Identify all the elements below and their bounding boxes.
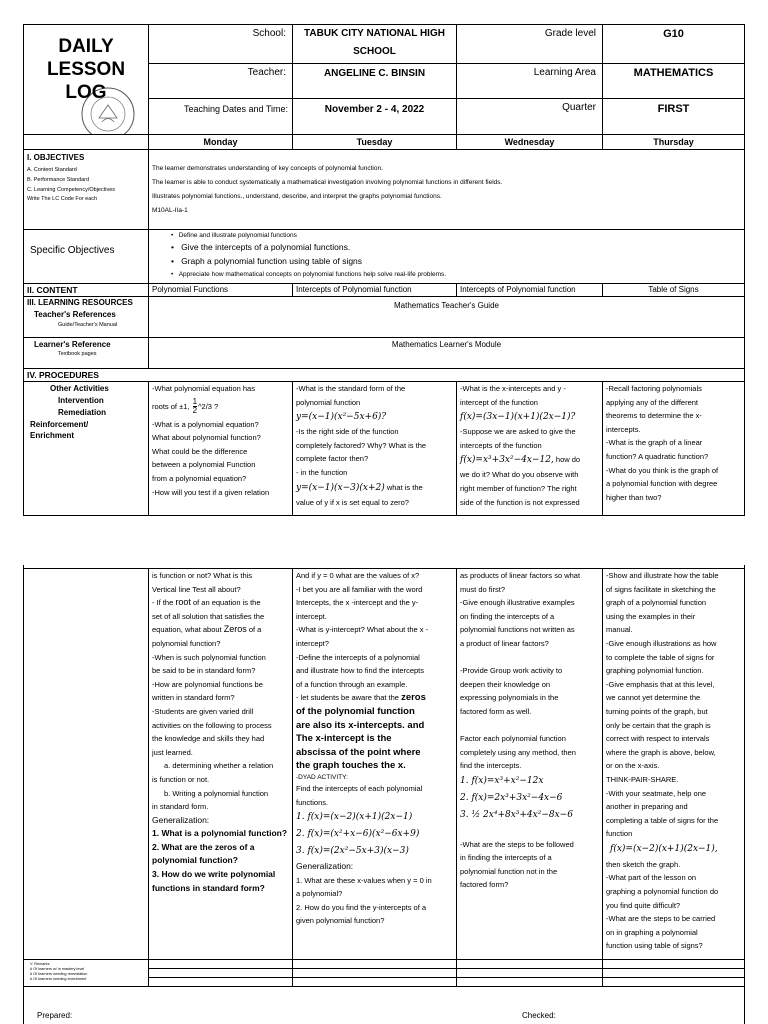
day-label: Thursday	[653, 137, 694, 147]
learner-reference-label: Learner's Reference	[34, 340, 111, 349]
remarks-cell	[456, 977, 603, 987]
remarks-label-cell	[23, 959, 149, 987]
textbook-pages-label: Textbook pages	[58, 351, 97, 357]
grade-value: G10	[663, 28, 684, 40]
content-thursday	[602, 283, 745, 297]
performance-standard-text: The learner is able to conduct systematically a mathematical investigation involving polynomial functions in different fields.	[152, 179, 503, 186]
learner-reference-cell	[148, 337, 745, 369]
resources-label-cell	[23, 296, 149, 338]
content-standard-text: The learner demonstrates understanding of key concepts of polynomial function.	[152, 165, 383, 172]
content-value: Table of Signs	[648, 285, 699, 294]
procedures-sub-label-cell	[23, 381, 149, 516]
procedures-row	[23, 368, 745, 382]
grade-value-cell	[602, 24, 745, 64]
tuesday-activity-cell-1	[292, 381, 457, 516]
thursday-activity-cell-1	[602, 381, 745, 516]
objectives-label: A. Content Standard	[27, 167, 77, 173]
content-label: II. CONTENT	[27, 285, 78, 295]
monday-activity-cell-2	[148, 568, 293, 960]
reinforcement-label: Reinforcement/	[30, 420, 89, 429]
learner-reference-value: Mathematics Learner's Module	[391, 340, 502, 349]
day-header-blank	[23, 134, 149, 150]
specific-objectives-cell	[148, 229, 745, 284]
page-2-label-cell	[23, 568, 149, 960]
content-monday	[148, 283, 293, 297]
day-label: Tuesday	[356, 137, 393, 147]
procedures-label: IV. PROCEDURES	[27, 370, 99, 380]
quarter-label: Quarter	[562, 102, 596, 113]
other-activities-label: Other Activities	[50, 384, 109, 393]
learning-competency-text: Illustrates polynomial functions., understand, describe, and interpret the graphs polynomial functions.	[152, 193, 442, 200]
teacher-references-cell	[148, 296, 745, 338]
area-value-cell	[602, 63, 745, 99]
specific-objectives-label-cell	[23, 229, 149, 284]
objectives-label: B. Performance Standard	[27, 177, 90, 183]
school-name-line-1: TABUK CITY NATIONAL HIGH	[304, 28, 445, 39]
dates-label: Teaching Dates and Time:	[183, 104, 288, 114]
specific-objective-item: • Appreciate how mathematical concepts on polynomial functions help solve real-life problems.	[171, 271, 447, 278]
title-log: LOG	[65, 82, 107, 103]
objectives-label: Write The LC Code For each	[27, 196, 98, 202]
grade-label-cell	[456, 24, 603, 64]
remarks-remediation-label: # Of learners needing remediation	[30, 972, 88, 976]
resources-label: III. LEARNING RESOURCES	[27, 298, 133, 307]
enrichment-label: Enrichment	[30, 431, 75, 440]
day-header-monday	[148, 134, 293, 150]
tuesday-text: -What is the standard form of the polynomial function y=(x−1)(x²−5x+6)? -Is the right side of the function completely factored? Why? What is the complete factor then? - in the function y=(x−1)(x−3)(x+2) what is the value of y if x is set equal to zero?	[296, 384, 427, 507]
wednesday-text: as products of linear factors so what must do first? -Give enough illustrative examples on finding the intercepts of a polynomial functions not written as a product of linear factors? -Provide Group work activity to deepen their knowledge on expressing polynomials in the factored form as well. Factor each polynomial function completely using any method, then find the intercepts. 1. f(x)=x³+x²−12x 2. f(x)=2x³+3x²−4x−6 3. ½ 2x⁴+8x³+4x²−8x−6 -What are the steps to be followed in finding the intercepts of a polynomial function not in the factored form?	[460, 571, 581, 890]
day-header-thursday	[602, 134, 745, 150]
wednesday-text: -What is the x-intercepts and y - intercept of the function f(x)=(3x−1)(x+1)(2x−1)? -Suppose we are asked to give the intercepts of the function f(x)=x³+3x²−4x−12, how do we do it? What do you observe with right member of function? The right side of the function is not expressed	[460, 384, 581, 507]
school-value-cell	[292, 24, 457, 64]
thursday-text: -Recall factoring polynomials applying any of the different theorems to determine the x- intercepts. -What is the graph of a linear function? A quadratic function? -What do you think is the graph of a polynomial function with degree higher than two?	[606, 384, 719, 502]
teacher-label: Teacher:	[247, 67, 286, 78]
monday-text: -What polynomial equation has roots of ±1, $\frac{1}{2}$ ^2/3 ? -What is a polynomial equation? What about polynomial function? What could be the difference between a polynomial Function from a polynomial equation? -How will you test if a given relation	[152, 384, 270, 497]
day-header-tuesday	[292, 134, 457, 150]
dates-value-cell	[292, 98, 457, 135]
content-label-cell	[23, 283, 149, 297]
quarter-value: FIRST	[657, 103, 690, 115]
remarks-cell	[148, 977, 293, 987]
tuesday-text: And if y = 0 what are the values of x? -I bet you are all familiar with the word Intercepts, the x -intercept and the y- intercept. -What is y-intercept? What about the x - intercept? -Define the intercepts of a polynomial and illustrate how to find the intercepts of a function through an example. - let students be aware that the zeros of the polynomial function are also its x-intercepts. and The x-intercept is the abscissa of the point where the graph touches the x. -DYAD ACTIVITY: Find the intercepts of each polynomial functions. 1. f(x)=(x−2)(x+1)(2x−1) 2. f(x)=(x²+x−6)(x²−6x+9) 3. f(x)=(2x²−5x+3)(x−3) Generalization: 1. What are these x-values when y = 0 in a polynomial? 2. How do you find the y-intercepts of a given polynomial function?	[296, 571, 432, 926]
content-value: Polynomial Functions	[152, 285, 229, 294]
lc-code-text: M10AL-IIa-1	[152, 207, 188, 214]
wednesday-activity-cell-1	[456, 381, 603, 516]
checked-label: Checked:	[522, 1011, 556, 1020]
objectives-label: C. Learning Competency/Objectives	[27, 187, 116, 193]
quarter-value-cell	[602, 98, 745, 135]
quarter-label-cell	[456, 98, 603, 135]
specific-objective-item: • Graph a polynomial function using table of signs	[171, 256, 363, 266]
remarks-cell	[602, 977, 745, 987]
content-tuesday	[292, 283, 457, 297]
objectives-heading: I. OBJECTIVES	[27, 153, 85, 162]
specific-objective-item: • Give the intercepts of a polynomial functions.	[171, 242, 351, 252]
teacher-value-cell	[292, 63, 457, 99]
learner-reference-label-cell	[23, 337, 149, 369]
remediation-label: Remediation	[58, 408, 107, 417]
dates-value: November 2 - 4, 2022	[324, 104, 425, 115]
content-value: Intercepts of Polynomial function	[460, 285, 576, 294]
objectives-label-cell	[23, 149, 149, 230]
remarks-label: V. Remarks	[30, 962, 50, 966]
school-label-cell	[148, 24, 293, 64]
tuesday-activity-cell-2	[292, 568, 457, 960]
dates-label-cell	[148, 98, 293, 135]
title-cell	[23, 24, 149, 135]
guide-label: Guide/Teacher's Manual	[58, 322, 118, 328]
intervention-label: Intervention	[58, 396, 104, 405]
teacher-name: ANGELINE C. BINSIN	[323, 68, 426, 79]
remarks-mastery-label: # Of learners w/ in mastery level	[30, 967, 85, 971]
monday-text: is function or not? What is this Vertical line Test all about? - If the root of an equation is the set of all solution that satisfies the equation, what about Zeros of a polynomial function? -When is such polynomial function be said to be in standard form? -How are polynomial functions be written in standard form? -Students are given varied drill activities on the following to process the knowledge and skills they had just learned. a. determining whether a relation is function or not. b. Writing a polynomial function in standard form. Generalization: 1. What is a polynomial function? 2. What are the zeros of a polynomial function? 3. How do we write polynomial functions in standard form?	[152, 571, 288, 893]
teacher-references-value: Mathematics Teacher's Guide	[394, 301, 499, 310]
specific-objective-item: • Define and illustrate polynomial functions	[171, 232, 297, 239]
school-label: School:	[252, 28, 286, 39]
title-daily: DAILY	[58, 36, 114, 57]
day-label: Wednesday	[504, 137, 555, 147]
specific-objectives-label: Specific Objectives	[30, 245, 115, 256]
wednesday-activity-cell-2	[456, 568, 603, 960]
objectives-content-cell	[148, 149, 745, 230]
learning-area-label: Learning Area	[533, 67, 596, 78]
thursday-activity-cell-2	[602, 568, 745, 960]
day-header-wednesday	[456, 134, 603, 150]
prepared-label: Prepared:	[37, 1011, 73, 1020]
grade-label: Grade level	[544, 28, 596, 39]
thursday-text: -Show and illustrate how the table of signs facilitate in sketching the graph of a polynomial function using the examples in their manual. -Give enough illustrations as how to complete the table of signs for graphing polynomial function. -Give emphasis that at this level, we cannot yet determine the turning points of the graph, but only be certain that the graph is correct with respect to intervals where the graph is above, below, or on the x-axis. THINK-PAIR-SHARE. -With your seatmate, help one another in preparing and completing a table of signs for the function f(x)=(x−2)(x+1)(2x−1), then sketch the graph. -What part of the lesson on graphing a polynomial function do you find quite difficult? -What are the steps to be carried on in graphing a polynomial function using table of signs?	[606, 571, 719, 951]
remarks-enrichment-label: # Of learners needing enrichment	[30, 977, 87, 981]
day-label: Monday	[203, 137, 238, 147]
title-lesson: LESSON	[46, 59, 126, 80]
content-value: Intercepts of Polynomial function	[296, 285, 412, 294]
teacher-references-label: Teacher's References	[34, 310, 116, 319]
area-label-cell	[456, 63, 603, 99]
content-wednesday	[456, 283, 603, 297]
school-name-line-2: SCHOOL	[353, 46, 396, 57]
remarks-cell	[292, 977, 457, 987]
monday-activity-cell-1	[148, 381, 293, 516]
teacher-label-cell	[148, 63, 293, 99]
learning-area-value: MATHEMATICS	[633, 67, 714, 79]
